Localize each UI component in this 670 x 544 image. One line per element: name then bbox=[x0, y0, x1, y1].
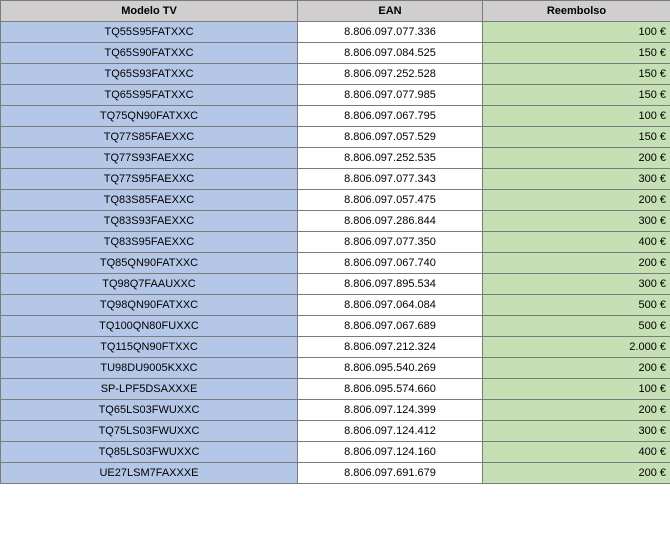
cell-modelo-tv: TQ75LS03FWUXXC bbox=[1, 421, 298, 442]
cell-modelo-tv: TQ77S85FAEXXC bbox=[1, 127, 298, 148]
cell-ean: 8.806.097.286.844 bbox=[298, 211, 483, 232]
cell-reembolso: 500 € bbox=[483, 316, 670, 337]
cell-reembolso: 150 € bbox=[483, 85, 670, 106]
cell-reembolso: 200 € bbox=[483, 358, 670, 379]
cell-reembolso: 200 € bbox=[483, 190, 670, 211]
cell-ean: 8.806.097.077.343 bbox=[298, 169, 483, 190]
table-row bbox=[1, 148, 670, 169]
cell-reembolso: 2.000 € bbox=[483, 337, 670, 358]
cell-modelo-tv: SP-LPF5DSAXXXE bbox=[1, 379, 298, 400]
cell-ean: 8.806.097.057.529 bbox=[298, 127, 483, 148]
cell-ean: 8.806.097.895.534 bbox=[298, 274, 483, 295]
column-header-ean: EAN bbox=[298, 1, 483, 22]
table-body bbox=[1, 22, 670, 484]
table-row bbox=[1, 463, 670, 484]
cell-reembolso: 300 € bbox=[483, 169, 670, 190]
column-header-reembolso: Reembolso bbox=[483, 1, 670, 22]
table-row bbox=[1, 169, 670, 190]
cell-ean: 8.806.097.077.350 bbox=[298, 232, 483, 253]
table-row bbox=[1, 253, 670, 274]
cell-modelo-tv: TQ65LS03FWUXXC bbox=[1, 400, 298, 421]
cell-modelo-tv: TQ98QN90FATXXC bbox=[1, 295, 298, 316]
table-row bbox=[1, 106, 670, 127]
cell-modelo-tv: TQ85LS03FWUXXC bbox=[1, 442, 298, 463]
table-row bbox=[1, 64, 670, 85]
cell-reembolso: 150 € bbox=[483, 127, 670, 148]
cell-reembolso: 500 € bbox=[483, 295, 670, 316]
table-row bbox=[1, 127, 670, 148]
cell-ean: 8.806.097.124.160 bbox=[298, 442, 483, 463]
cell-ean: 8.806.097.252.535 bbox=[298, 148, 483, 169]
cell-ean: 8.806.097.084.525 bbox=[298, 43, 483, 64]
cell-modelo-tv: TQ115QN90FTXXC bbox=[1, 337, 298, 358]
cell-ean: 8.806.097.064.084 bbox=[298, 295, 483, 316]
cell-reembolso: 200 € bbox=[483, 400, 670, 421]
table-row bbox=[1, 400, 670, 421]
cell-reembolso: 300 € bbox=[483, 274, 670, 295]
table-row bbox=[1, 379, 670, 400]
table-row bbox=[1, 274, 670, 295]
cell-ean: 8.806.097.067.740 bbox=[298, 253, 483, 274]
table-row bbox=[1, 211, 670, 232]
cell-modelo-tv: TQ65S90FATXXC bbox=[1, 43, 298, 64]
cell-modelo-tv: TQ85QN90FATXXC bbox=[1, 253, 298, 274]
cell-modelo-tv: TQ55S95FATXXC bbox=[1, 22, 298, 43]
cell-reembolso: 200 € bbox=[483, 463, 670, 484]
cell-reembolso: 100 € bbox=[483, 379, 670, 400]
cell-reembolso: 400 € bbox=[483, 232, 670, 253]
table-row bbox=[1, 295, 670, 316]
cell-reembolso: 300 € bbox=[483, 211, 670, 232]
table-row bbox=[1, 190, 670, 211]
cell-ean: 8.806.097.077.336 bbox=[298, 22, 483, 43]
cell-ean: 8.806.097.252.528 bbox=[298, 64, 483, 85]
cell-reembolso: 150 € bbox=[483, 64, 670, 85]
cell-ean: 8.806.095.574.660 bbox=[298, 379, 483, 400]
cell-reembolso: 200 € bbox=[483, 148, 670, 169]
cell-reembolso: 100 € bbox=[483, 22, 670, 43]
table-row bbox=[1, 43, 670, 64]
cell-modelo-tv: TQ65S93FATXXC bbox=[1, 64, 298, 85]
table-row bbox=[1, 232, 670, 253]
cell-modelo-tv: UE27LSM7FAXXXE bbox=[1, 463, 298, 484]
table-header bbox=[1, 1, 670, 22]
table-row bbox=[1, 421, 670, 442]
cell-modelo-tv: TU98DU9005KXXC bbox=[1, 358, 298, 379]
column-header-modelo-tv: Modelo TV bbox=[1, 1, 298, 22]
table-row bbox=[1, 337, 670, 358]
cell-modelo-tv: TQ98Q7FAAUXXC bbox=[1, 274, 298, 295]
cell-ean: 8.806.097.212.324 bbox=[298, 337, 483, 358]
cell-ean: 8.806.097.077.985 bbox=[298, 85, 483, 106]
table-row bbox=[1, 316, 670, 337]
cell-modelo-tv: TQ77S93FAEXXC bbox=[1, 148, 298, 169]
cell-modelo-tv: TQ83S95FAEXXC bbox=[1, 232, 298, 253]
cell-ean: 8.806.097.691.679 bbox=[298, 463, 483, 484]
cell-reembolso: 100 € bbox=[483, 106, 670, 127]
table-row bbox=[1, 85, 670, 106]
table-row bbox=[1, 442, 670, 463]
cell-ean: 8.806.097.124.412 bbox=[298, 421, 483, 442]
cell-modelo-tv: TQ65S95FATXXC bbox=[1, 85, 298, 106]
cell-reembolso: 200 € bbox=[483, 253, 670, 274]
cell-ean: 8.806.095.540.269 bbox=[298, 358, 483, 379]
cell-ean: 8.806.097.067.689 bbox=[298, 316, 483, 337]
table-row bbox=[1, 22, 670, 43]
cell-reembolso: 150 € bbox=[483, 43, 670, 64]
cell-modelo-tv: TQ83S93FAEXXC bbox=[1, 211, 298, 232]
table-row bbox=[1, 358, 670, 379]
cell-modelo-tv: TQ75QN90FATXXC bbox=[1, 106, 298, 127]
cell-ean: 8.806.097.124.399 bbox=[298, 400, 483, 421]
cell-modelo-tv: TQ83S85FAEXXC bbox=[1, 190, 298, 211]
cell-reembolso: 300 € bbox=[483, 421, 670, 442]
cell-reembolso: 400 € bbox=[483, 442, 670, 463]
cell-ean: 8.806.097.057.475 bbox=[298, 190, 483, 211]
cell-modelo-tv: TQ100QN80FUXXC bbox=[1, 316, 298, 337]
table-header-row bbox=[1, 1, 670, 22]
cell-modelo-tv: TQ77S95FAEXXC bbox=[1, 169, 298, 190]
cell-ean: 8.806.097.067.795 bbox=[298, 106, 483, 127]
